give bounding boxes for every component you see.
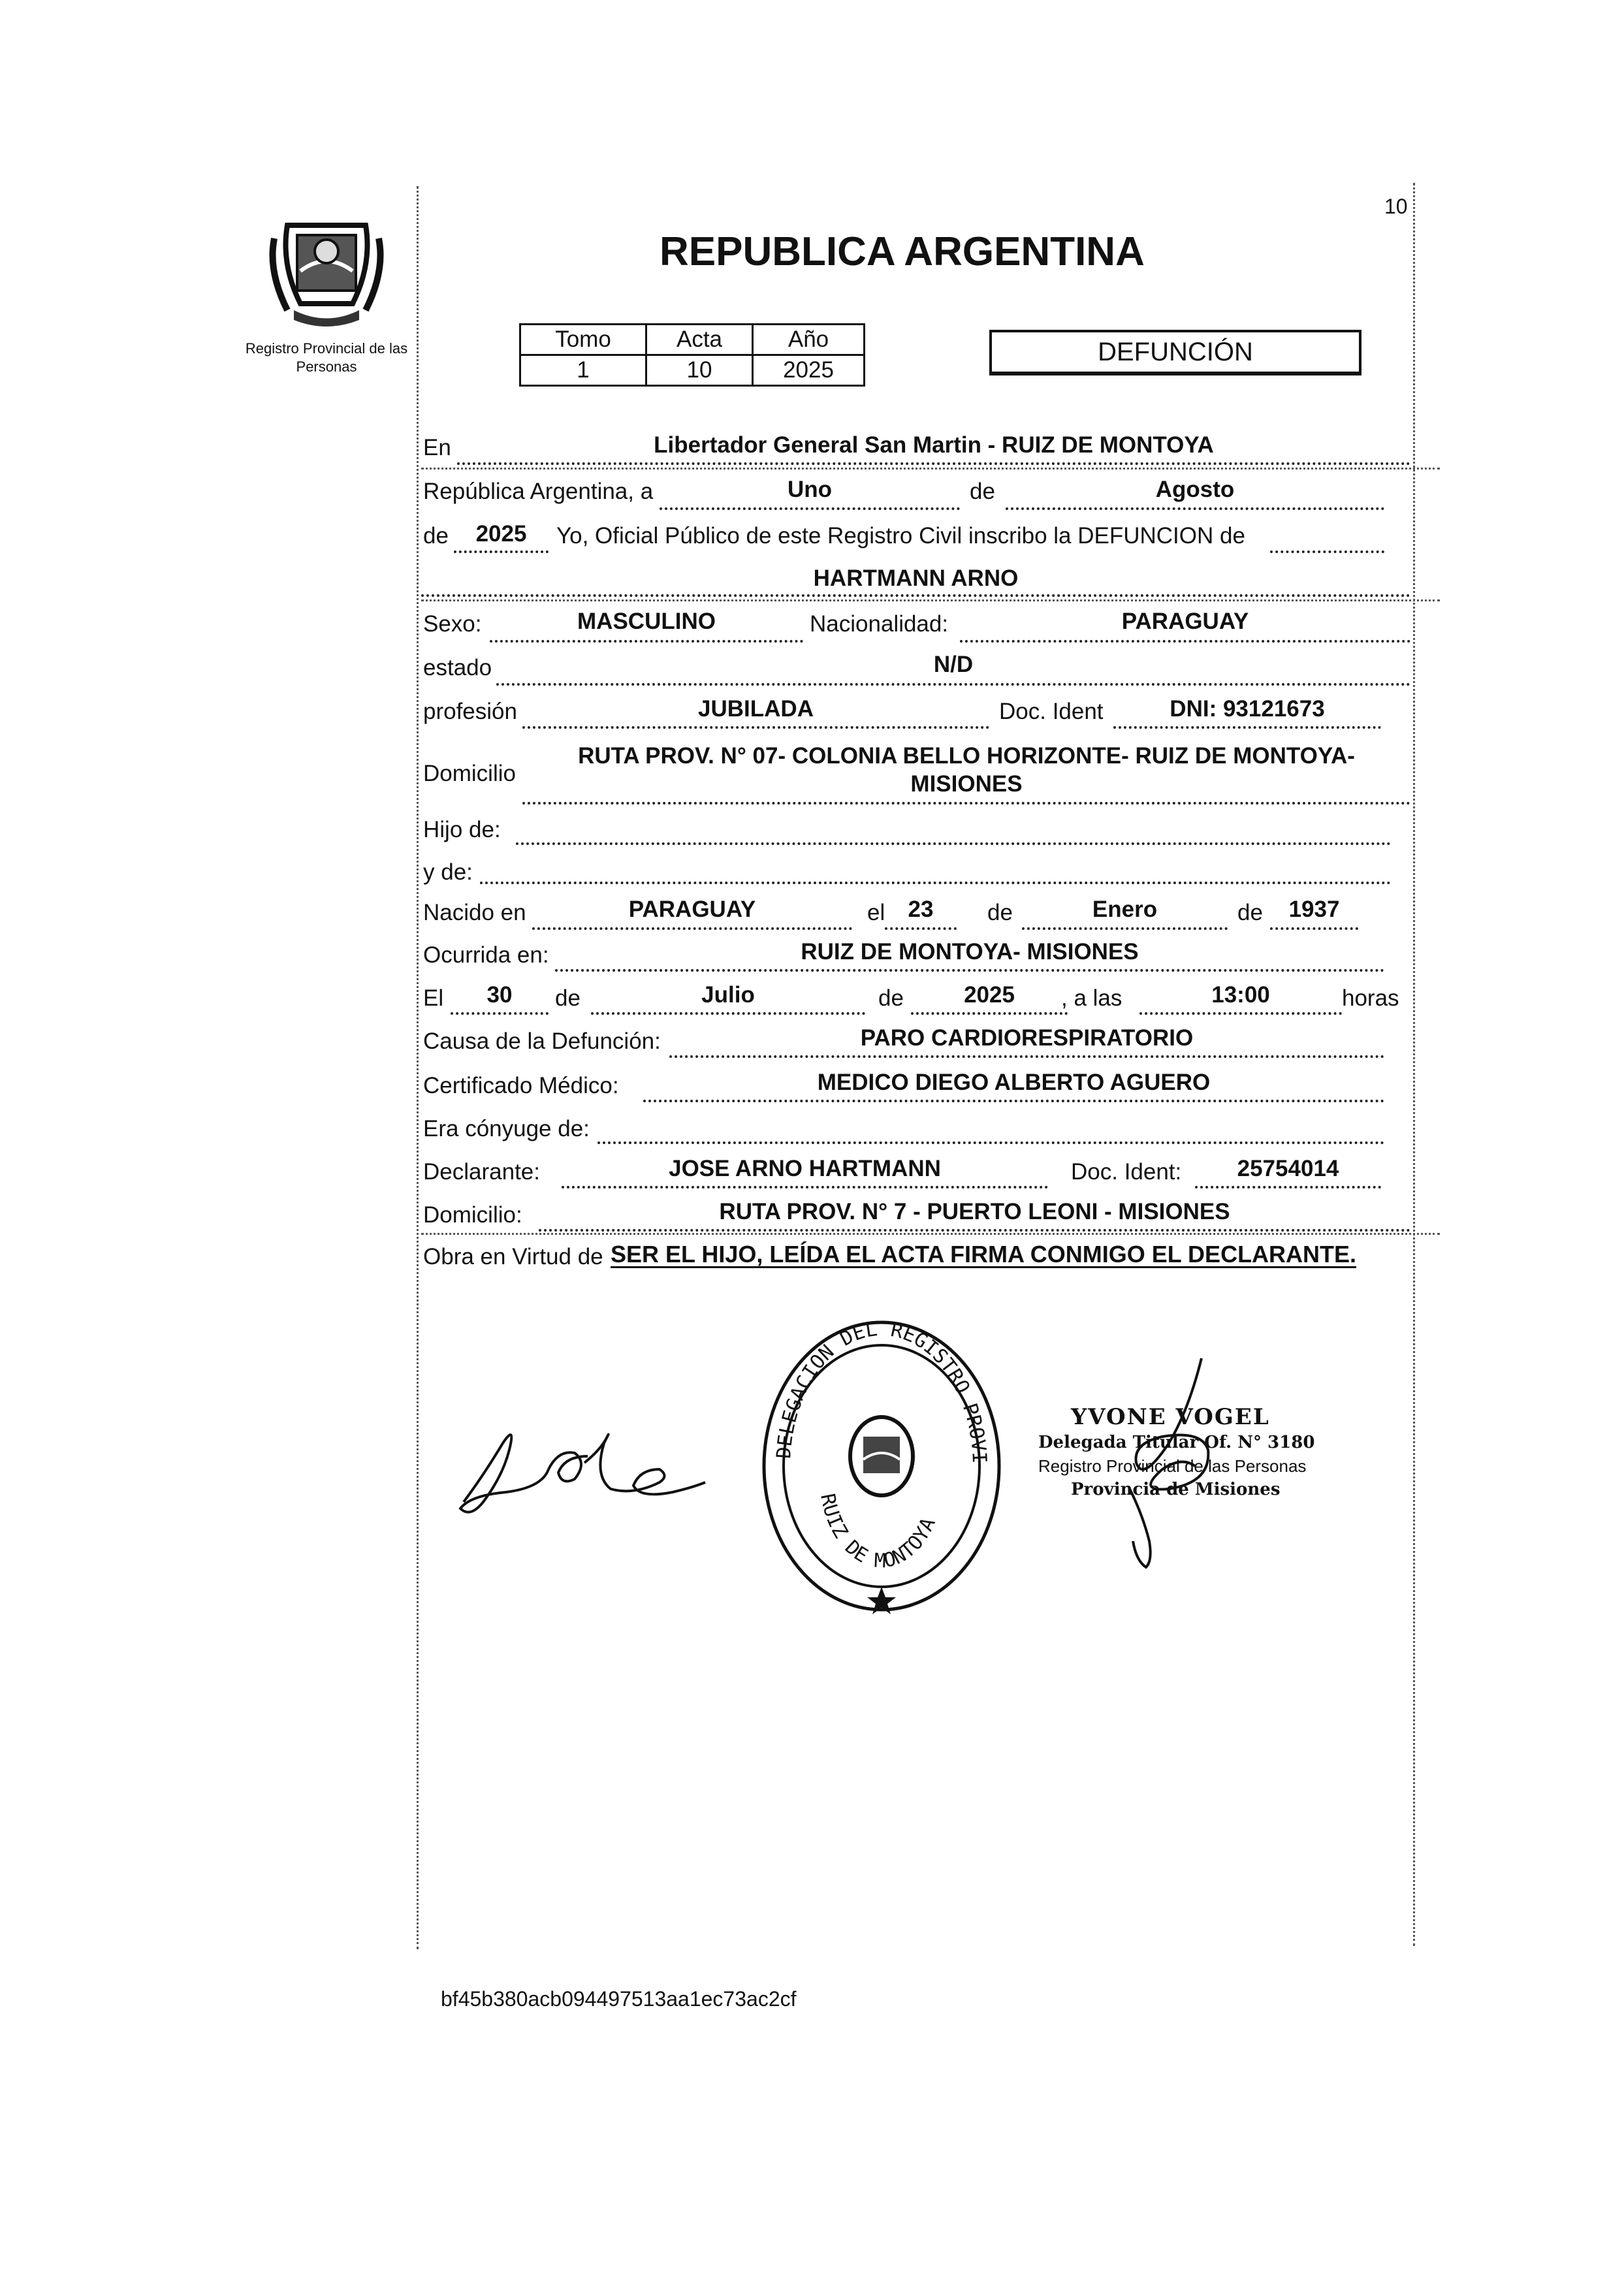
certificado-label: Certificado Médico:: [423, 1073, 619, 1098]
difunto-nombre: HARTMANN ARNO: [813, 566, 1019, 591]
nacido-en-value: PARAGUAY: [628, 897, 756, 922]
tomo-acta-anio-table: [519, 323, 865, 387]
misiones-seal-icon: [261, 199, 392, 330]
nac-mes-fill: [1022, 927, 1228, 930]
sexo-fill: [490, 640, 803, 643]
acta-header: Acta: [646, 325, 753, 355]
logo-caption: Registro Provincial de las Personas: [245, 340, 408, 375]
doc-ident-label: Doc. Ident: [999, 699, 1104, 724]
nombre-fill-2: [421, 594, 1410, 597]
row-separator: [421, 468, 1440, 470]
fall-anio-fill: [911, 1012, 1068, 1015]
declarante-doc-fill: [1195, 1186, 1381, 1188]
coat-of-arms-logo: [261, 199, 392, 330]
fall-anio-value: 2025: [964, 982, 1015, 1008]
estado-fill: [496, 683, 1410, 686]
nac-de-label-2: de: [1237, 900, 1263, 925]
declarante-label: Declarante:: [423, 1159, 540, 1185]
right-border-line: [1413, 183, 1415, 1946]
hijo-de-label: Hijo de:: [423, 817, 501, 842]
nac-dia-fill: [885, 927, 957, 930]
nacionalidad-value: PARAGUAY: [1121, 609, 1249, 634]
nac-anio-fill: [1270, 927, 1358, 930]
en-fill: [457, 462, 1410, 465]
declarante-signature: [444, 1404, 718, 1528]
certificado-value: MEDICO DIEGO ALBERTO AGUERO: [817, 1070, 1211, 1095]
svg-text:RUIZ DE MONTOYA: [816, 1492, 940, 1573]
ocurrida-en-label: Ocurrida en:: [423, 942, 549, 968]
stamp-coat-of-arms-icon: [850, 1417, 913, 1495]
y-de-fill: [480, 882, 1391, 884]
dia-value: Uno: [787, 477, 833, 502]
domicilio-label: Domicilio: [423, 761, 516, 786]
document-type-box: [989, 330, 1361, 375]
registro-oval-stamp: [751, 1313, 1012, 1619]
nacionalidad-label: Nacionalidad:: [810, 611, 949, 637]
inscripcion-text: Yo, Oficial Público de este Registro Civil inscribo la DEFUNCION de: [556, 523, 1245, 549]
row-separator: [421, 599, 1440, 601]
en-value: Libertador General San Martin - RUIZ DE MONTOYA: [654, 432, 1214, 458]
anio-value: 2025: [753, 355, 865, 386]
doc-ident-value: DNI: 93121673: [1170, 696, 1325, 722]
stamp-inner-text: RUIZ DE MONTOYA: [816, 1491, 940, 1573]
hora-value: 13:00: [1211, 982, 1270, 1008]
doc-ident-fill: [1113, 726, 1381, 729]
sexo-value: MASCULINO: [577, 609, 716, 634]
oficial-registro: Registro Provincial de las Personas: [1038, 1456, 1307, 1476]
declarante-domicilio-value: RUTA PROV. N° 7 - PUERTO LEONI - MISIONES: [719, 1199, 1230, 1224]
el-label: el: [867, 900, 885, 925]
conyuge-fill: [597, 1141, 1384, 1144]
hijo-de-fill: [516, 842, 1391, 845]
mes-fill: [1006, 507, 1384, 510]
obra-virtud-value: SER EL HIJO, LEÍDA EL ACTA FIRMA CONMIGO EL DECLARANTE.: [611, 1241, 1357, 1268]
de-label-2: de: [423, 523, 449, 549]
fall-mes-fill: [591, 1012, 865, 1015]
anio-inscripcion: 2025: [475, 521, 527, 547]
obra-virtud-label: Obra en Virtud de: [423, 1244, 603, 1269]
oficial-name: YVONE VOGEL: [1071, 1404, 1270, 1430]
conyuge-label: Era cónyuge de:: [423, 1116, 590, 1141]
causa-value: PARO CARDIORESPIRATORIO: [860, 1025, 1194, 1051]
domicilio-line-2: MISIONES: [910, 771, 1023, 797]
acta-value: 10: [646, 355, 753, 386]
certificado-fill: [643, 1100, 1384, 1102]
declarante-doc-value: 25754014: [1237, 1156, 1339, 1181]
oficial-cargo: Delegada Titular Of. N° 3180: [1038, 1433, 1315, 1452]
a-las-label: , a las: [1061, 985, 1122, 1011]
domicilio-fill: [522, 802, 1410, 805]
ocurrida-en-fill: [555, 969, 1384, 972]
nac-anio-value: 1937: [1288, 897, 1340, 922]
sexo-label: Sexo:: [423, 611, 482, 637]
nacido-en-label: Nacido en: [423, 900, 526, 925]
declarante-fill: [562, 1186, 1048, 1188]
declarante-domicilio-label: Domicilio:: [423, 1202, 522, 1228]
estado-label: estado: [423, 655, 492, 680]
anio-header: Año: [753, 325, 865, 355]
de-label-1: de: [970, 479, 995, 504]
document-hash: bf45b380acb094497513aa1ec73ac2cf: [441, 1987, 797, 2011]
oficial-signature: [1071, 1352, 1254, 1580]
republica-label: República Argentina, a: [423, 479, 654, 504]
nacionalidad-fill: [960, 640, 1410, 643]
causa-label: Causa de la Defunción:: [423, 1028, 661, 1054]
document-type: DEFUNCIÓN: [1098, 337, 1253, 366]
anio-fill: [454, 550, 549, 553]
declarante-doc-label: Doc. Ident:: [1071, 1159, 1182, 1185]
estado-value: N/D: [933, 652, 974, 677]
page-number: 10: [1384, 195, 1408, 218]
declarante-value: JOSE ARNO HARTMANN: [669, 1156, 941, 1181]
fall-de-label-2: de: [878, 985, 904, 1011]
tomo-header: Tomo: [520, 325, 646, 355]
left-border-line: [417, 186, 419, 1949]
nacido-en-fill: [532, 927, 852, 930]
profesion-label: profesión: [423, 699, 517, 724]
ocurrida-en-value: RUIZ DE MONTOYA- MISIONES: [801, 939, 1139, 965]
nombre-fill-1: [1270, 550, 1384, 553]
horas-label: horas: [1342, 985, 1399, 1011]
mes-value: Agosto: [1155, 477, 1235, 502]
fall-de-label-1: de: [555, 985, 581, 1011]
hora-fill: [1139, 1012, 1342, 1015]
dia-fill: [660, 507, 960, 510]
el-label-2: El: [423, 985, 444, 1011]
declarante-domicilio-fill: [539, 1229, 1410, 1232]
oficial-provincia: Provincia de Misiones: [1071, 1480, 1281, 1499]
tomo-value: 1: [520, 355, 646, 386]
stamp-outer-text: DELEGACION DEL REGISTRO PROVI: [772, 1318, 991, 1464]
domicilio-line-1: RUTA PROV. N° 07- COLONIA BELLO HORIZONTE- RUIZ DE MONTOYA-: [578, 743, 1355, 769]
fall-dia-fill: [451, 1012, 549, 1015]
nac-de-label-1: de: [987, 900, 1013, 925]
en-label: En: [423, 435, 451, 460]
document-title: REPUBLICA ARGENTINA: [660, 229, 1145, 274]
row-separator: [421, 1233, 1440, 1235]
profesion-value: JUBILADA: [698, 696, 814, 722]
causa-fill: [669, 1055, 1384, 1058]
nac-dia-value: 23: [908, 897, 934, 922]
profesion-fill: [522, 726, 989, 729]
oval-seal-icon: [751, 1313, 1012, 1619]
fall-dia-value: 30: [486, 982, 513, 1008]
y-de-label: y de:: [423, 859, 473, 885]
fall-mes-value: Julio: [701, 982, 755, 1008]
nac-mes-value: Enero: [1092, 897, 1158, 922]
